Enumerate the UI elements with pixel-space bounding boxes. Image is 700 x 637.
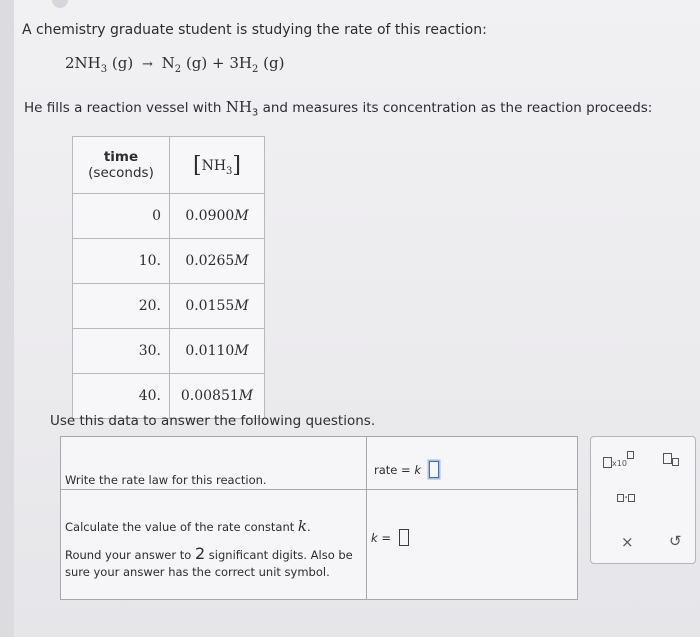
use-data-text: Use this data to answer the following questions. xyxy=(50,413,376,429)
table-row xyxy=(73,284,265,329)
square-icon xyxy=(672,458,679,466)
question-rate-constant: Calculate the value of the rate constant k. xyxy=(65,517,311,535)
rate-law-answer: rate = k xyxy=(374,461,439,478)
table-row xyxy=(73,239,265,284)
square-icon xyxy=(617,494,624,502)
concentration-cell: 0.0155M xyxy=(170,284,265,329)
concentration-header: $[NH_3]$ xyxy=(170,137,265,194)
reaction-equation xyxy=(65,54,284,75)
rate-law-input[interactable] xyxy=(429,461,439,478)
math-tools-panel xyxy=(590,436,696,564)
square-icon xyxy=(663,453,672,464)
rate-constant-answer: k = xyxy=(371,529,409,546)
subscript-button[interactable] xyxy=(663,451,679,466)
concentration-cell: 0.0265M xyxy=(170,239,265,284)
rounding-instructions: Round your answer to 2 significant digits. Also be sure your answer has the correct unit symbol. xyxy=(65,544,353,579)
time-cell: 40. xyxy=(73,374,170,419)
products: $N_2$ $(g) + 3H_2$ (g) xyxy=(161,54,285,75)
time-cell: 20. xyxy=(73,284,170,329)
question-panel xyxy=(60,436,578,600)
question-rate-law: Write the rate law for this reaction. xyxy=(65,473,267,487)
undo-icon[interactable]: ↺ xyxy=(669,532,682,550)
collapse-chevron-icon[interactable] xyxy=(52,0,68,8)
time-cell: 10. xyxy=(73,239,170,284)
divider-horizontal xyxy=(61,489,577,490)
table-row xyxy=(73,329,265,374)
concentration-cell: 0.00851M xyxy=(170,374,265,419)
divider-vertical xyxy=(366,437,367,599)
fills-text: He fills a reaction vessel with $NH_3$ and measures its concentration as the reaction proceeds: xyxy=(24,98,653,119)
square-icon xyxy=(627,451,634,459)
table-row xyxy=(73,374,265,419)
reaction-arrow-icon: → xyxy=(141,57,153,72)
clear-x-icon[interactable]: × xyxy=(621,533,634,551)
concentration-cell: 0.0110M xyxy=(170,329,265,374)
time-header: time (seconds) xyxy=(73,137,170,194)
time-cell: 0 xyxy=(73,194,170,239)
intro-text: A chemistry graduate student is studying the rate of this reaction: xyxy=(22,22,487,38)
concentration-cell: 0.0900M xyxy=(170,194,265,239)
square-icon xyxy=(603,457,612,468)
concentration-table xyxy=(72,136,265,419)
time-cell: 30. xyxy=(73,329,170,374)
rate-constant-input[interactable] xyxy=(399,529,409,546)
scientific-notation-button[interactable]: x10 xyxy=(603,451,634,470)
left-edge xyxy=(0,0,14,637)
reactant: $2NH_3$ (g) xyxy=(65,54,134,75)
multiply-dot-button[interactable]: · xyxy=(617,491,635,506)
square-icon xyxy=(628,494,635,502)
table-row xyxy=(73,194,265,239)
